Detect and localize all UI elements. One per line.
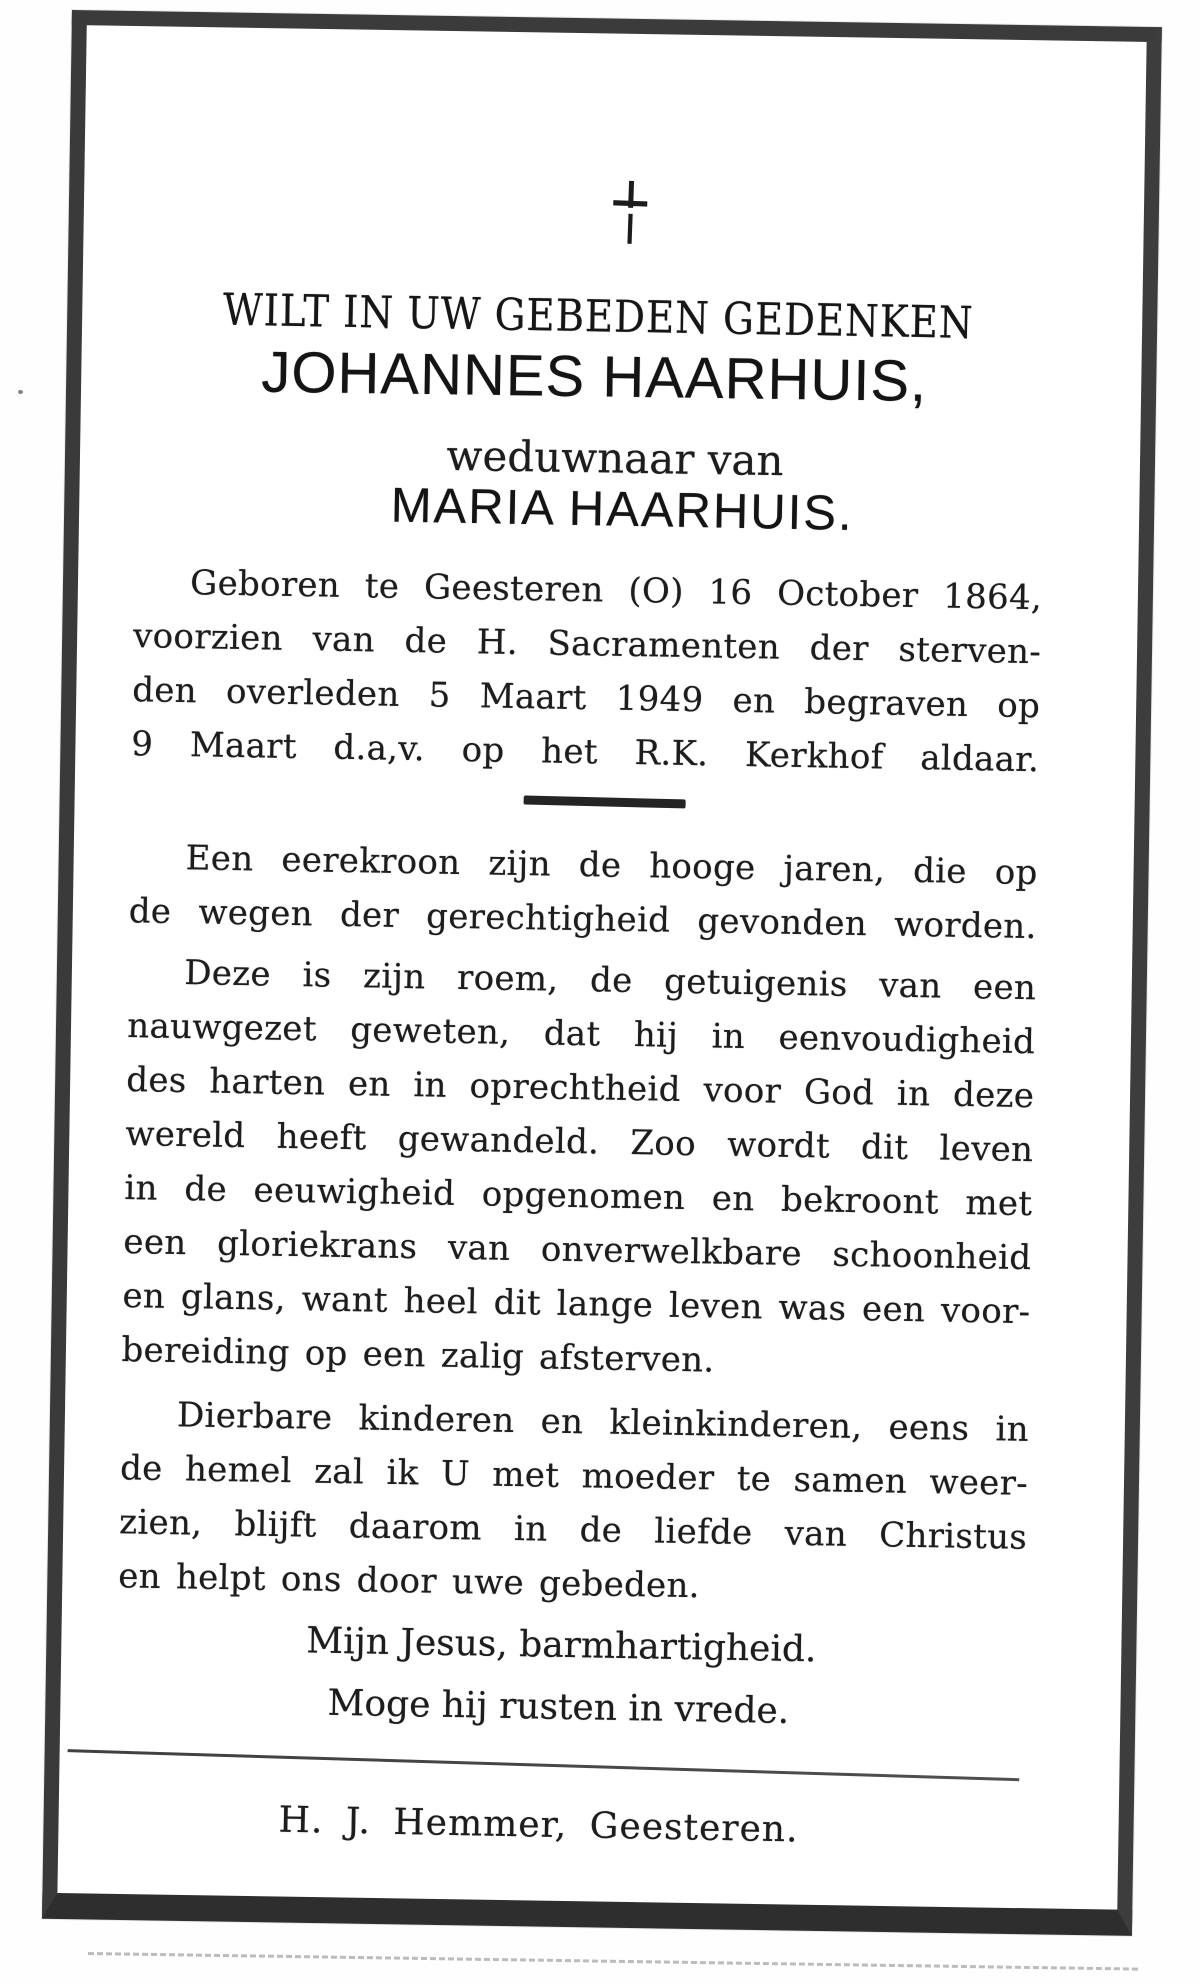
cross-icon-wrap: [175, 164, 1085, 265]
prayer-mercy-line: Mijn Jesus, barmhartigheid.: [305, 1620, 817, 1671]
scan-speck: [18, 390, 23, 394]
prayer-rest-line: Moge hij rusten in vrede.: [327, 1682, 790, 1732]
biography-line: voorzien van de H. Sacramenten der sterven-: [132, 616, 1042, 673]
deceased-name: JOHANNES HAARHUIS,: [260, 339, 928, 414]
verse-line: wereld heeft gewandeld. Zoo wordt dit leven: [125, 1114, 1034, 1171]
verse-line: een gloriekrans van onverwelkbare schoonheid: [123, 1222, 1032, 1279]
testimony-paragraph: [121, 945, 1037, 1393]
verse-line: de wegen der gerechtigheid gevonden worden.: [128, 891, 1038, 948]
section-divider: [524, 795, 686, 808]
biography-line: 9 Maart d.a,v. op het R.K. Kerkhof aldaar.: [130, 724, 1040, 781]
printer-credit: H. J. Hemmer, Geesteren.: [278, 1799, 799, 1851]
verse-line: in de eeuwigheid opgenomen en bekroont met: [124, 1168, 1033, 1225]
biography-line: den overleden 5 Maart 1949 en begraven op: [131, 670, 1041, 727]
relation-line: weduwnaar van: [446, 430, 784, 486]
biography-line: Geboren te Geesteren (O) 16 October 1864,: [189, 563, 1043, 619]
verse-line: des harten en in oprechtheid voor God in deze: [126, 1060, 1035, 1117]
verse-line: bereiding op een zalig afsterven.: [121, 1329, 715, 1381]
farewell-line: Dierbare kinderen en kleinkinderen, eens in: [176, 1395, 1030, 1450]
spouse-name: MARIA HAARHUIS.: [390, 478, 855, 541]
verse-line: Deze is zijn roem, de getuigenis van een: [183, 953, 1037, 1009]
honor-verse-paragraph: [128, 830, 1038, 954]
verse-line: nauwgezet geweten, dat hij in eenvoudigheid: [126, 1006, 1036, 1063]
farewell-line: de hemel zal ik U met moeder te samen weer-: [119, 1448, 1029, 1504]
scan-artifact-line: [88, 1952, 1138, 1971]
memorial-card-content: [57, 25, 1146, 1909]
verse-line: en glans, want heel dit lange leven was een voor-: [122, 1276, 1031, 1333]
farewell-paragraph: [118, 1387, 1030, 1618]
invocation-line: WILT IN UW GEBEDEN GEDENKEN: [222, 284, 974, 349]
footer-rule: [68, 1749, 1020, 1781]
verse-line: Een eerekroon zijn de hooge jaren, die op: [185, 838, 1038, 894]
memorial-card-frame: [42, 10, 1162, 1936]
cross-icon: [610, 180, 650, 245]
farewell-line: en helpt ons door uwe gebeden.: [117, 1556, 701, 1607]
biography-paragraph: [131, 555, 1043, 787]
farewell-line: zien, blijft daarom in de liefde van Christus: [118, 1502, 1028, 1558]
